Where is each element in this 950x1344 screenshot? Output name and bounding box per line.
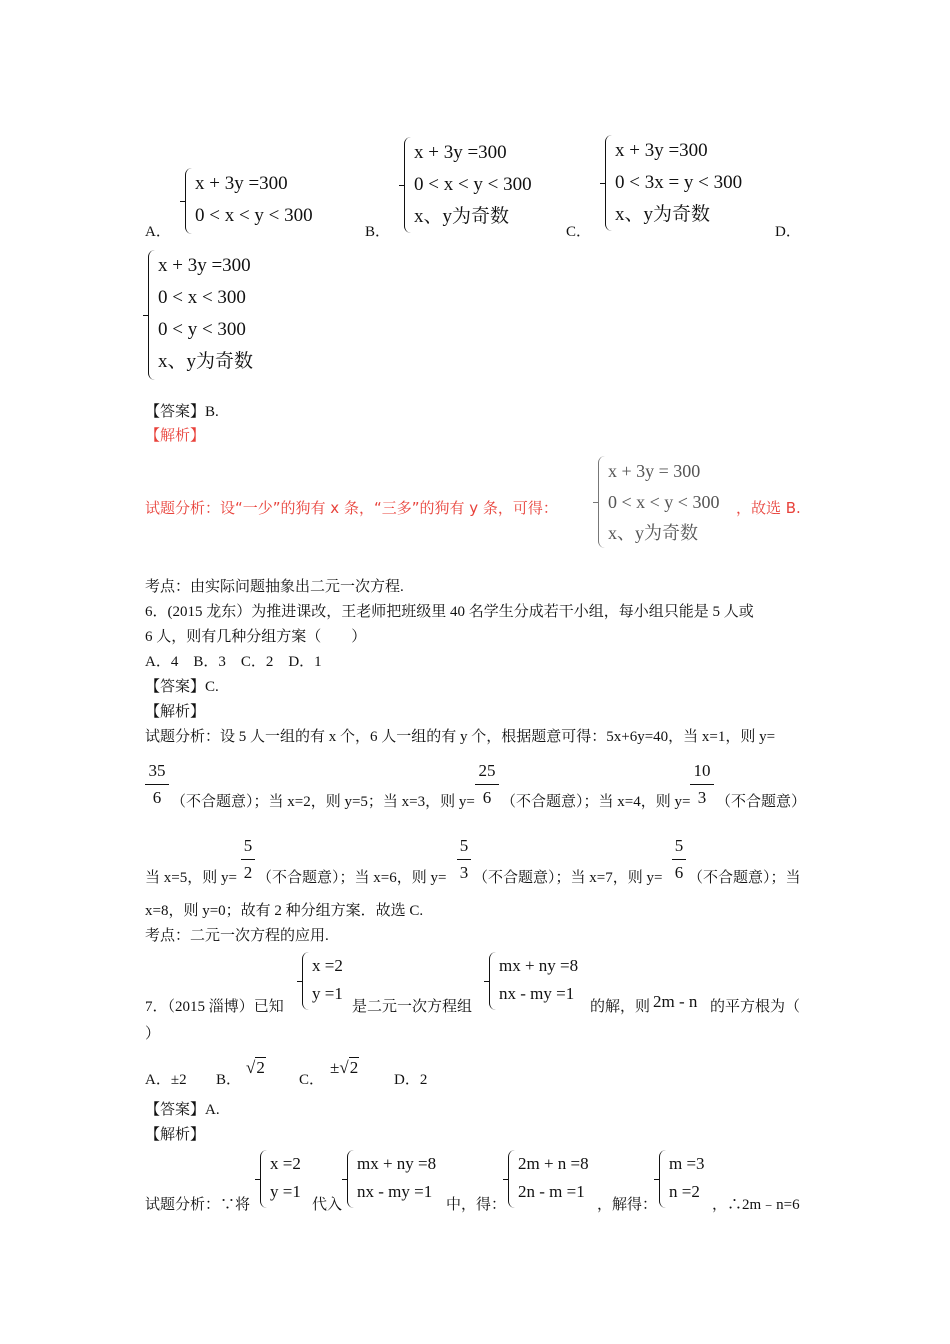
denominator: 3 [459, 863, 469, 882]
q7-stem: 的平方根为（ [710, 999, 801, 1015]
option-d-system [148, 250, 253, 380]
inequality: 0 < x < y < 300 [608, 492, 720, 512]
option-c-label: C． [566, 224, 592, 240]
q7-equation-system [489, 952, 578, 1010]
option-b-system [404, 137, 532, 233]
condition: x、y为奇数 [615, 204, 711, 225]
q7-analysis-system [508, 1150, 589, 1208]
option-b-label: B． [365, 224, 391, 240]
sqrt-expression: √2 [246, 1058, 265, 1077]
q7-option-c-label: C． [299, 1072, 325, 1088]
q7-solution-system [302, 952, 343, 1010]
q6-text: （不合题意）；当 [688, 870, 801, 886]
denominator: 2 [243, 863, 253, 882]
q6-text: （不合题意）；当 x=7，则 y= [473, 870, 663, 886]
equation: nx - my =1 [499, 984, 575, 1003]
q6-text: （不合题意） [716, 794, 807, 810]
q7-analysis-system [347, 1150, 436, 1208]
q5-answer: 【答案】B. [145, 404, 219, 420]
equation: x =2 [270, 1154, 301, 1173]
q7-stem: 7．（2015 淄博）已知 [145, 999, 284, 1015]
inequality: 0 < x < 300 [158, 287, 246, 308]
condition: x、y为奇数 [608, 523, 698, 543]
plus-minus: ± [330, 1058, 340, 1077]
q5-kaodian: 考点：由实际问题抽象出二元一次方程. [145, 579, 404, 595]
option-a-system [185, 168, 313, 234]
fraction [475, 760, 499, 809]
q7-analysis-head: 【解析】 [145, 1127, 206, 1143]
q7-analysis-system [260, 1150, 301, 1208]
equation: m =3 [669, 1154, 705, 1173]
q7-stem: 的解，则 [590, 999, 651, 1015]
q7-analysis-text: ，解得： [597, 1197, 658, 1213]
numerator: 5 [243, 836, 253, 855]
q6-stem-line2: 6 人，则有几种分组方案（ ） [145, 629, 367, 645]
option-a-label: A． [145, 224, 171, 240]
q6-answer: 【答案】C. [145, 679, 219, 695]
numerator: 35 [148, 761, 166, 780]
fraction [672, 835, 686, 884]
q7-option-a: A．±2 [145, 1072, 187, 1088]
condition: x、y为奇数 [414, 206, 510, 227]
denominator: 6 [674, 863, 684, 882]
q6-analysis-line1: 试题分析：设 5 人一组的有 x 个，6 人一组的有 y 个，根据题意可得：5x+6y=40，当 x=1，则 y= [145, 729, 776, 745]
equation: x + 3y = 300 [608, 461, 701, 481]
fraction [241, 835, 255, 884]
equation: mx + ny =8 [357, 1154, 437, 1173]
q7-analysis-text: 中，得： [446, 1197, 507, 1213]
inequality: 0 < y < 300 [158, 319, 246, 340]
q6-line-end: x=8，则 y=0；故有 2 种分组方案．故选 C. [145, 903, 424, 919]
equation: mx + ny =8 [499, 956, 579, 975]
option-d-label: D． [775, 224, 801, 240]
q6-options: A．4 B．3 C．2 D．1 [145, 654, 322, 670]
q5-analysis-head: 【解析】 [145, 428, 206, 444]
q7-option-b-label: B． [216, 1072, 242, 1088]
q7-answer: 【答案】A. [145, 1102, 220, 1118]
equation: n =2 [669, 1182, 700, 1201]
denominator: 3 [697, 788, 707, 807]
q7-analysis-text: 试题分析：∵将 [145, 1197, 251, 1213]
q5-analysis-text: 试题分析：设“一少”的狗有 x 条，“三多”的狗有 y 条，可得： [145, 499, 558, 517]
q7-analysis-text: ，∴2m﹣n=6 [712, 1197, 800, 1213]
inequality: 0 < 3x = y < 300 [615, 172, 743, 193]
q6-stem-line1: 6．(2015 龙东）为推进课改，王老师把班级里 40 名学生分成若干小组，每小组只能是 5 人或 [145, 604, 754, 620]
q5-analysis-system [598, 456, 719, 548]
q7-stem: 是二元一次方程组 [352, 999, 473, 1015]
q6-text: （不合题意）；当 x=4，则 y= [501, 794, 691, 810]
condition: x、y为奇数 [158, 351, 254, 372]
q7-analysis-text: 代入 [312, 1197, 343, 1213]
q6-text: （不合题意）；当 x=2，则 y=5；当 x=3，则 y= [171, 794, 475, 810]
q6-analysis-head: 【解析】 [145, 704, 206, 720]
q6-kaodian: 考点：二元一次方程的应用. [145, 928, 329, 944]
fraction [145, 760, 169, 809]
inequality: 0 < x < y < 300 [414, 174, 532, 195]
equation: x + 3y =300 [195, 173, 288, 194]
equation: x + 3y =300 [158, 255, 251, 276]
numerator: 10 [693, 761, 711, 780]
q6-text: （不合题意）；当 x=6，则 y= [257, 870, 447, 886]
equation: 2n - m =1 [518, 1182, 585, 1201]
numerator: 5 [674, 836, 684, 855]
q7-expression: 2m - n [653, 992, 698, 1011]
radicand: 2 [256, 1058, 265, 1077]
equation: x + 3y =300 [615, 140, 708, 161]
radicand: 2 [349, 1058, 359, 1077]
q5-analysis-end: ，故选 B. [736, 499, 801, 517]
equation: x + 3y =300 [414, 142, 507, 163]
q7-stem: ） [145, 1026, 161, 1042]
fraction [690, 760, 714, 809]
equation: 2m + n =8 [518, 1154, 589, 1173]
inequality: 0 < x < y < 300 [195, 205, 313, 226]
denominator: 6 [152, 788, 162, 807]
equation: y =1 [312, 984, 343, 1003]
fraction [457, 835, 471, 884]
option-c-system [605, 135, 742, 231]
denominator: 6 [482, 788, 492, 807]
sqrt-expression: ±√2 [330, 1058, 359, 1077]
equation: nx - my =1 [357, 1182, 433, 1201]
numerator: 25 [478, 761, 496, 780]
equation: x =2 [312, 956, 343, 975]
q6-text: 当 x=5，则 y= [145, 870, 237, 886]
numerator: 5 [459, 836, 469, 855]
q7-analysis-system [659, 1150, 705, 1208]
equation: y =1 [270, 1182, 301, 1201]
q7-option-d: D．2 [394, 1072, 428, 1088]
